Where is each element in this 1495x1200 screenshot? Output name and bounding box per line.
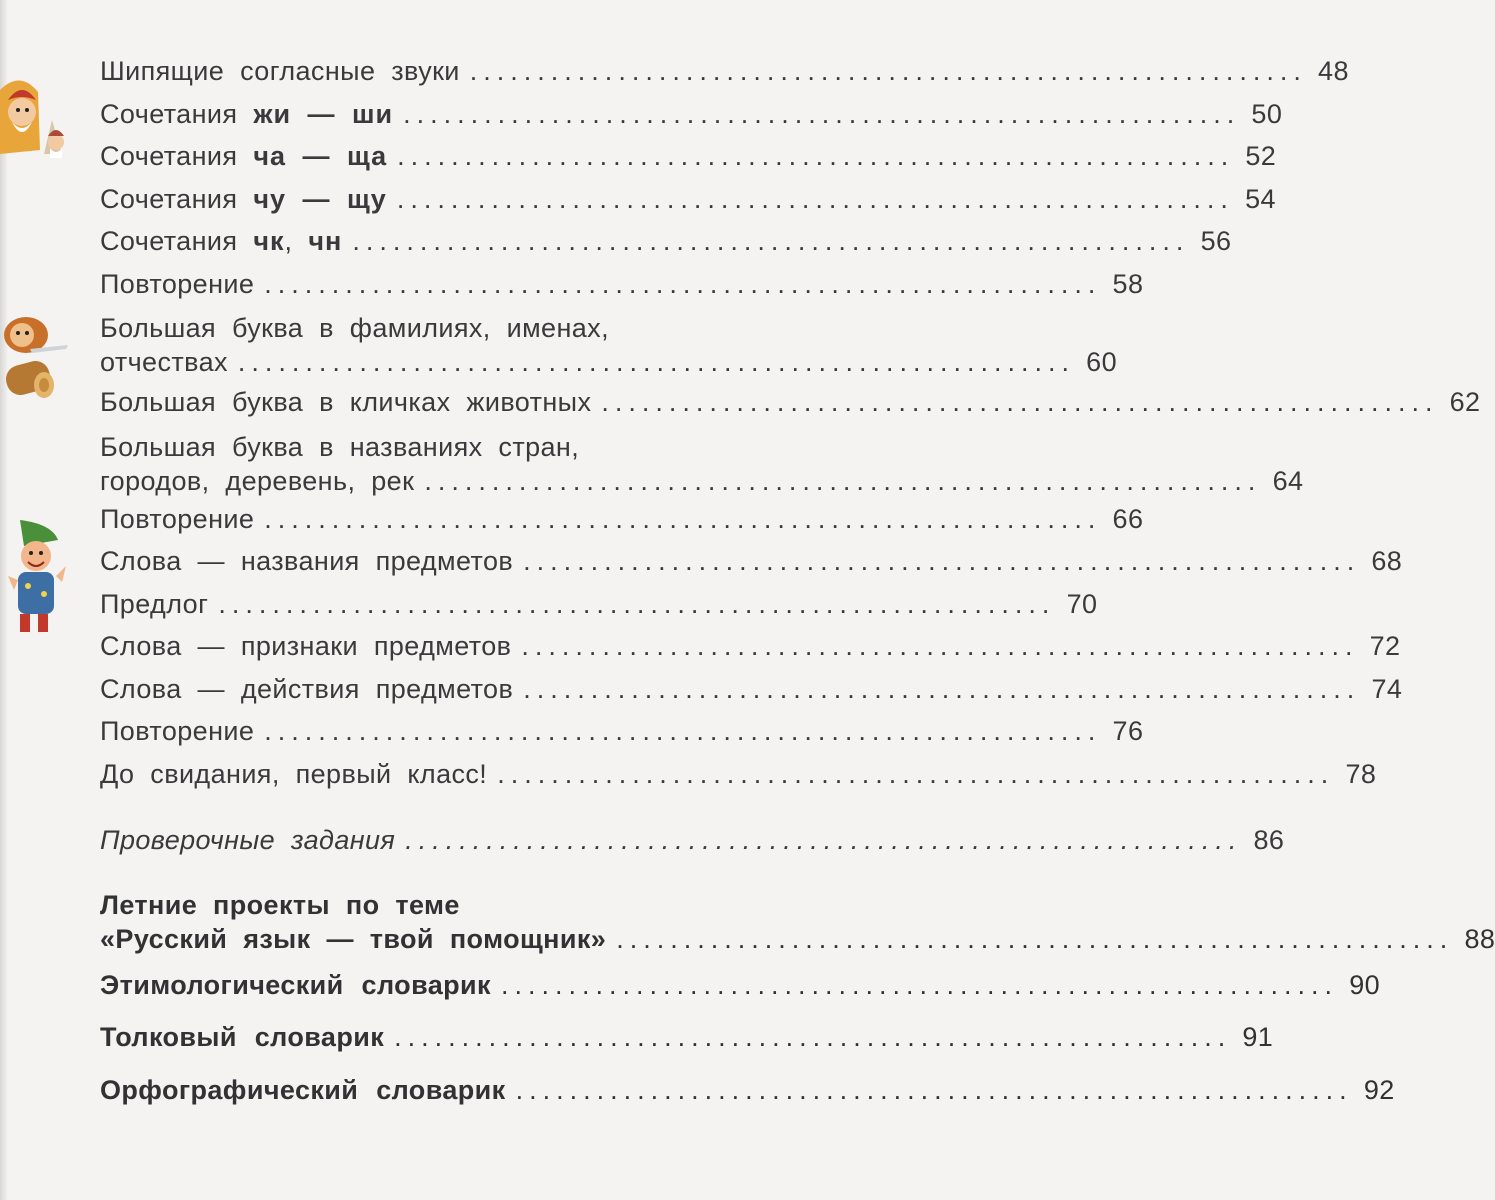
toc-entry-part: Сочетания [100,98,254,129]
toc-entry-line-1: Большая буква в фамилиях, именах, [100,313,609,343]
toc-entry-multiline [100,430,1304,498]
dot-leader: .............................................................. [396,183,1234,214]
toc-page-number: 72 [1369,631,1401,661]
dot-leader: .............................................................. [403,98,1241,129]
dot-leader: .............................................................. [521,631,1359,661]
toc-entry-part: До свидания, первый класс! [100,758,488,789]
toc-entry-bold-part: чк [253,226,285,256]
toc-page-number: 78 [1345,758,1377,789]
toc-page-number: 48 [1318,56,1349,86]
toc-entry-part: Шипящие согласные звуки [100,56,460,86]
toc-entry-title: отчествах [100,347,228,377]
toc-page-number: 76 [1112,716,1144,746]
toc-page-number: 50 [1251,98,1283,129]
table-of-contents [100,50,1495,1121]
toc-entry-title [100,753,487,796]
toc-entry-part: , [284,226,309,256]
toc-group-2 [100,498,1403,796]
dot-leader: .............................................................. [601,387,1439,417]
toc-entry [100,498,1144,541]
dot-leader: .............................................................. [515,1074,1353,1105]
dot-leader: .............................................................. [397,141,1235,171]
dot-leader: .............................................................. [523,546,1361,576]
dot-leader: .............................................................. [497,758,1335,789]
toc-page-number: 86 [1253,825,1285,855]
dot-leader: .............................................................. [523,673,1361,704]
toc-entry [100,540,1403,583]
toc-entry-line-1: Летние проекты по теме [100,889,460,920]
toc-page-number: 60 [1086,347,1117,377]
toc-entry-title [100,50,460,93]
toc-entry-bold-part: чн [308,226,343,256]
toc-entry-part: Повторение [100,503,255,534]
toc-entry [100,668,1403,711]
cartoon-character-bottom-icon [0,520,72,640]
toc-entry-part: Слова — признаки предметов [100,631,512,661]
toc-entry-title: Проверочные задания [100,825,396,855]
toc-entry-bold-part: ча — ща [253,141,388,171]
toc-page-number: 64 [1272,465,1304,496]
toc-entry-title [100,540,513,583]
toc-entry-line-1: Большая буква в названиях стран, [100,431,580,462]
toc-page-number: 88 [1464,923,1495,954]
toc-entry-multiline [100,311,1117,379]
dot-leader: .............................................................. [264,268,1102,299]
toc-page-number: 70 [1066,588,1098,619]
toc-entry [100,1069,1395,1112]
dot-leader: .............................................................. [616,923,1454,954]
dot-leader: .............................................................. [405,825,1243,855]
toc-group-1 [100,50,1349,305]
toc-entry-checks [100,819,1285,862]
toc-entry-title: Большая буква в кличках животных [100,387,592,417]
dot-leader: .............................................................. [264,716,1102,746]
toc-entry [100,625,1401,668]
toc-entry [100,381,1481,424]
toc-entry [100,178,1276,221]
toc-entry-part: Слова — действия предметов [100,673,514,704]
toc-entry-title [100,263,254,306]
toc-entry-part: Повторение [100,716,255,746]
dot-leader: .............................................................. [394,1022,1232,1052]
toc-entry-title [100,668,513,711]
toc-entry-part: Сочетания [100,183,254,214]
toc-entry-title: Толковый словарик [100,1022,385,1052]
toc-entry-projects [100,888,1495,956]
toc-page-number: 74 [1371,673,1403,704]
toc-page-number: 68 [1371,546,1403,576]
toc-entry [100,263,1144,306]
toc-entry-title: Орфографический словарик [100,1074,506,1105]
toc-page-number: 56 [1200,226,1232,256]
toc-entry [100,345,1117,379]
dot-leader: .............................................................. [218,588,1056,619]
toc-entry-title [100,583,208,626]
toc-entry [100,93,1283,136]
toc-page-number: 92 [1363,1074,1395,1105]
toc-entry [100,135,1277,178]
toc-entry [100,50,1349,93]
toc-entry-title [100,220,342,263]
toc-entry [100,583,1098,626]
dot-leader: .............................................................. [469,56,1307,86]
dot-leader: .............................................................. [500,969,1339,1000]
toc-entry-title: «Русский язык — твой помощник» [100,923,607,954]
toc-entry-part: Предлог [100,588,209,619]
cartoon-character-middle-icon [0,305,70,405]
dot-leader: .............................................................. [237,347,1075,377]
toc-entry-title [100,178,387,221]
toc-page-number: 62 [1449,387,1481,417]
toc-entry-bold-part: жи — ши [253,98,394,129]
toc-entry [100,922,1495,956]
toc-page-number: 54 [1245,183,1276,214]
dot-leader: .............................................................. [352,226,1190,256]
toc-entry-title [100,135,387,178]
toc-entry-part: Сочетания [100,226,254,256]
cartoon-character-top-icon [0,50,78,160]
toc-entry [100,220,1232,263]
toc-page-number: 90 [1349,969,1381,1000]
toc-entry [100,710,1144,753]
toc-entry-title [100,710,254,753]
toc-entry-title: городов, деревень, рек [100,465,415,496]
dot-leader: .............................................................. [424,465,1262,496]
toc-entry-part: Сочетания [100,141,254,171]
toc-page-number: 91 [1242,1022,1274,1052]
toc-entry-title [100,498,254,541]
dot-leader: .............................................................. [264,503,1102,534]
toc-entry-bold-part: чу — щу [253,183,387,214]
toc-entry-part: Повторение [100,268,255,299]
toc-entry-part: Слова — названия предметов [100,546,514,576]
toc-page-number: 58 [1112,268,1144,299]
toc-dictionaries [100,964,1395,1112]
toc-entry [100,1016,1274,1059]
toc-entry [100,964,1381,1007]
toc-entry-title [100,93,393,136]
toc-page-number: 66 [1112,503,1144,534]
toc-entry [100,464,1304,498]
toc-entry-title: Этимологический словарик [100,969,491,1000]
toc-page-number: 52 [1245,141,1277,171]
toc-entry [100,753,1377,796]
toc-entry-title [100,625,511,668]
